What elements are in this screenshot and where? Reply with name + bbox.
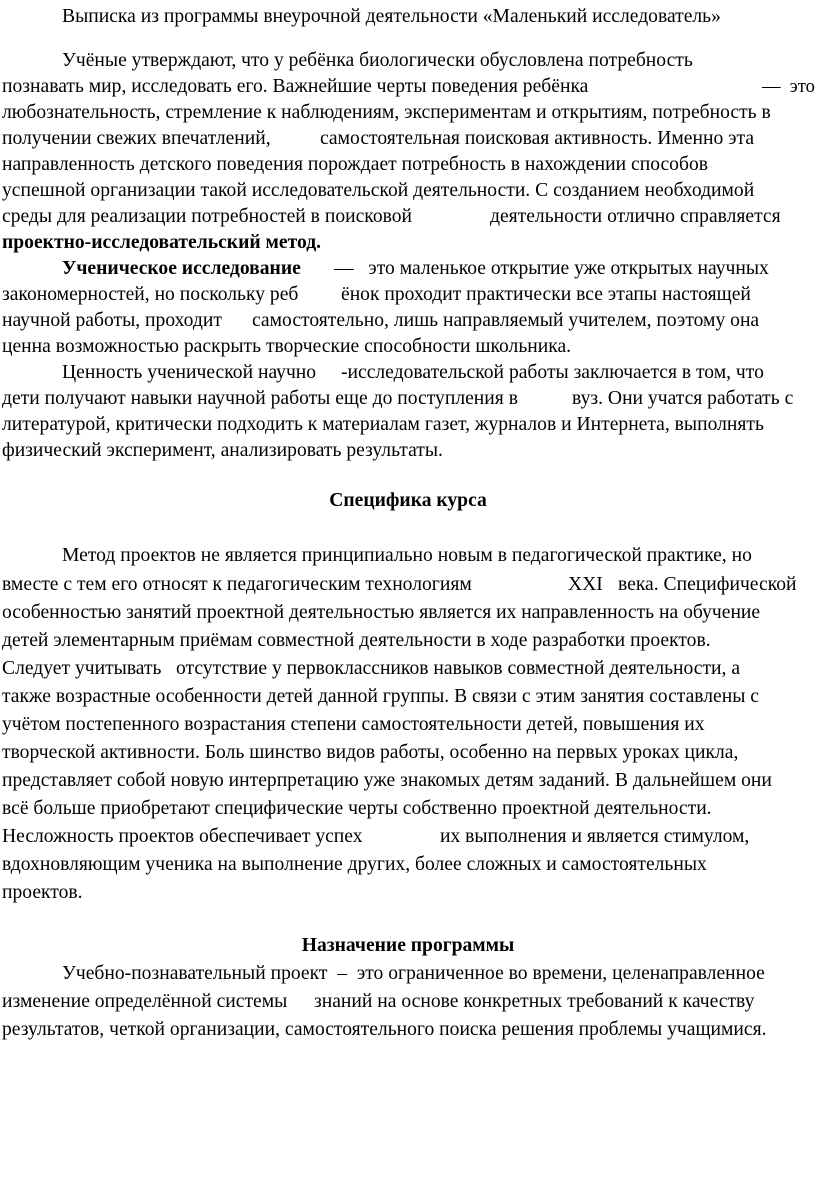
document-title: Выписка из программы внеурочной деятельности «Маленький исследователь» xyxy=(62,6,721,27)
paragraph-line: закономерностей, но поскольку реб xyxy=(2,284,299,305)
paragraph-line: — это маленькое открытие уже открытых научных xyxy=(334,258,769,279)
paragraph-line: Несложность проектов обеспечивает успех xyxy=(2,826,363,847)
paragraph-line: дети получают навыки научной работы еще до поступления в xyxy=(2,388,518,409)
paragraph-line: Ценность ученической научно xyxy=(62,362,317,383)
paragraph-line: ёнок проходит практически все этапы настоящей xyxy=(341,284,751,305)
term-student-research: Ученическое исследование xyxy=(62,258,301,279)
section-heading-purpose: Назначение программы xyxy=(301,935,515,956)
paragraph-line: XXI xyxy=(568,574,603,595)
paragraph-line: направленность детского поведения порождает потребность в нахождении способов xyxy=(2,154,708,175)
paragraph-line: деятельности отлично справляется xyxy=(490,206,781,227)
paragraph-line: Метод проектов не является принципиально новым в педагогической практике, но xyxy=(62,545,752,566)
paragraph-line: ценна возможностью раскрыть творческие способности школьника. xyxy=(2,336,572,357)
paragraph-line: успешной организации такой исследовательской деятельности. С созданием необходимой xyxy=(2,180,755,201)
paragraph-line: Учёные утверждают, что у ребёнка биологически обусловлена потребность xyxy=(62,50,693,71)
paragraph-line: творческой активности. Боль шинство видов работы, особенно на первых уроках цикла, xyxy=(2,742,739,763)
paragraph-line: самостоятельная поисковая активность. Именно эта xyxy=(320,128,755,149)
paragraph-line: любознательность, стремление к наблюдениям, экспериментам и открытиям, потребность в xyxy=(2,102,771,123)
paragraph-line: вуз. Они учатся работать с xyxy=(572,388,794,409)
paragraph-line: вдохновляющим ученика на выполнение других, более сложных и самостоятельных xyxy=(2,854,707,875)
paragraph-line: вместе с тем его относят к педагогическим технологиям xyxy=(2,574,472,595)
paragraph-line: познавать мир, исследовать его. Важнейшие черты поведения ребёнка xyxy=(2,76,589,97)
paragraph-line: века. Специфической xyxy=(618,574,797,595)
section-heading-specifics: Специфика курса xyxy=(329,490,487,511)
paragraph-line: Следует учитывать xyxy=(2,658,162,679)
paragraph-line: физический эксперимент, анализировать результаты. xyxy=(2,440,443,461)
paragraph-line: проектов. xyxy=(2,882,83,903)
method-name: проектно-исследовательский метод. xyxy=(2,232,322,253)
paragraph-line: особенностью занятий проектной деятельностью является их направленность на обучение xyxy=(2,602,761,623)
paragraph-line: среды для реализации потребностей в поисковой xyxy=(2,206,413,227)
paragraph-line: научной работы, проходит xyxy=(2,310,222,331)
paragraph-line: результатов, четкой организации, самостоятельного поиска решения проблемы учащимися. xyxy=(2,1019,767,1040)
paragraph-line: получении свежих впечатлений, xyxy=(2,128,271,149)
paragraph-line: представляет собой новую интерпретацию уже знакомых детям заданий. В дальнейшем они xyxy=(2,770,772,791)
paragraph-line: отсутствие у первоклассников навыков совместной деятельности, а xyxy=(176,658,741,679)
paragraph-line: также возрастные особенности детей данной группы. В связи с этим занятия составлены с xyxy=(2,686,759,707)
paragraph-line: самостоятельно, лишь направляемый учителем, поэтому она xyxy=(252,310,760,331)
paragraph-line: литературой, критически подходить к материалам газет, журналов и Интернета, выполнять xyxy=(2,414,764,435)
paragraph-line: -исследовательской работы заключается в том, что xyxy=(341,362,764,383)
paragraph-line: их выполнения и является стимулом, xyxy=(440,826,750,847)
paragraph-line: — это xyxy=(762,76,815,97)
paragraph-line: всё больше приобретают специфические черты собственно проектной деятельности. xyxy=(2,798,712,819)
paragraph-line: изменение определённой системы xyxy=(2,991,288,1012)
paragraph-line: знаний на основе конкретных требований к качеству xyxy=(314,991,755,1012)
paragraph-line: учётом постепенного возрастания степени самостоятельности детей, повышения их xyxy=(2,714,705,735)
paragraph-line: Учебно-познавательный проект – это ограниченное во времени, целенаправленное xyxy=(62,963,765,984)
paragraph-line: детей элементарным приёмам совместной деятельности в ходе разработки проектов. xyxy=(2,630,711,651)
